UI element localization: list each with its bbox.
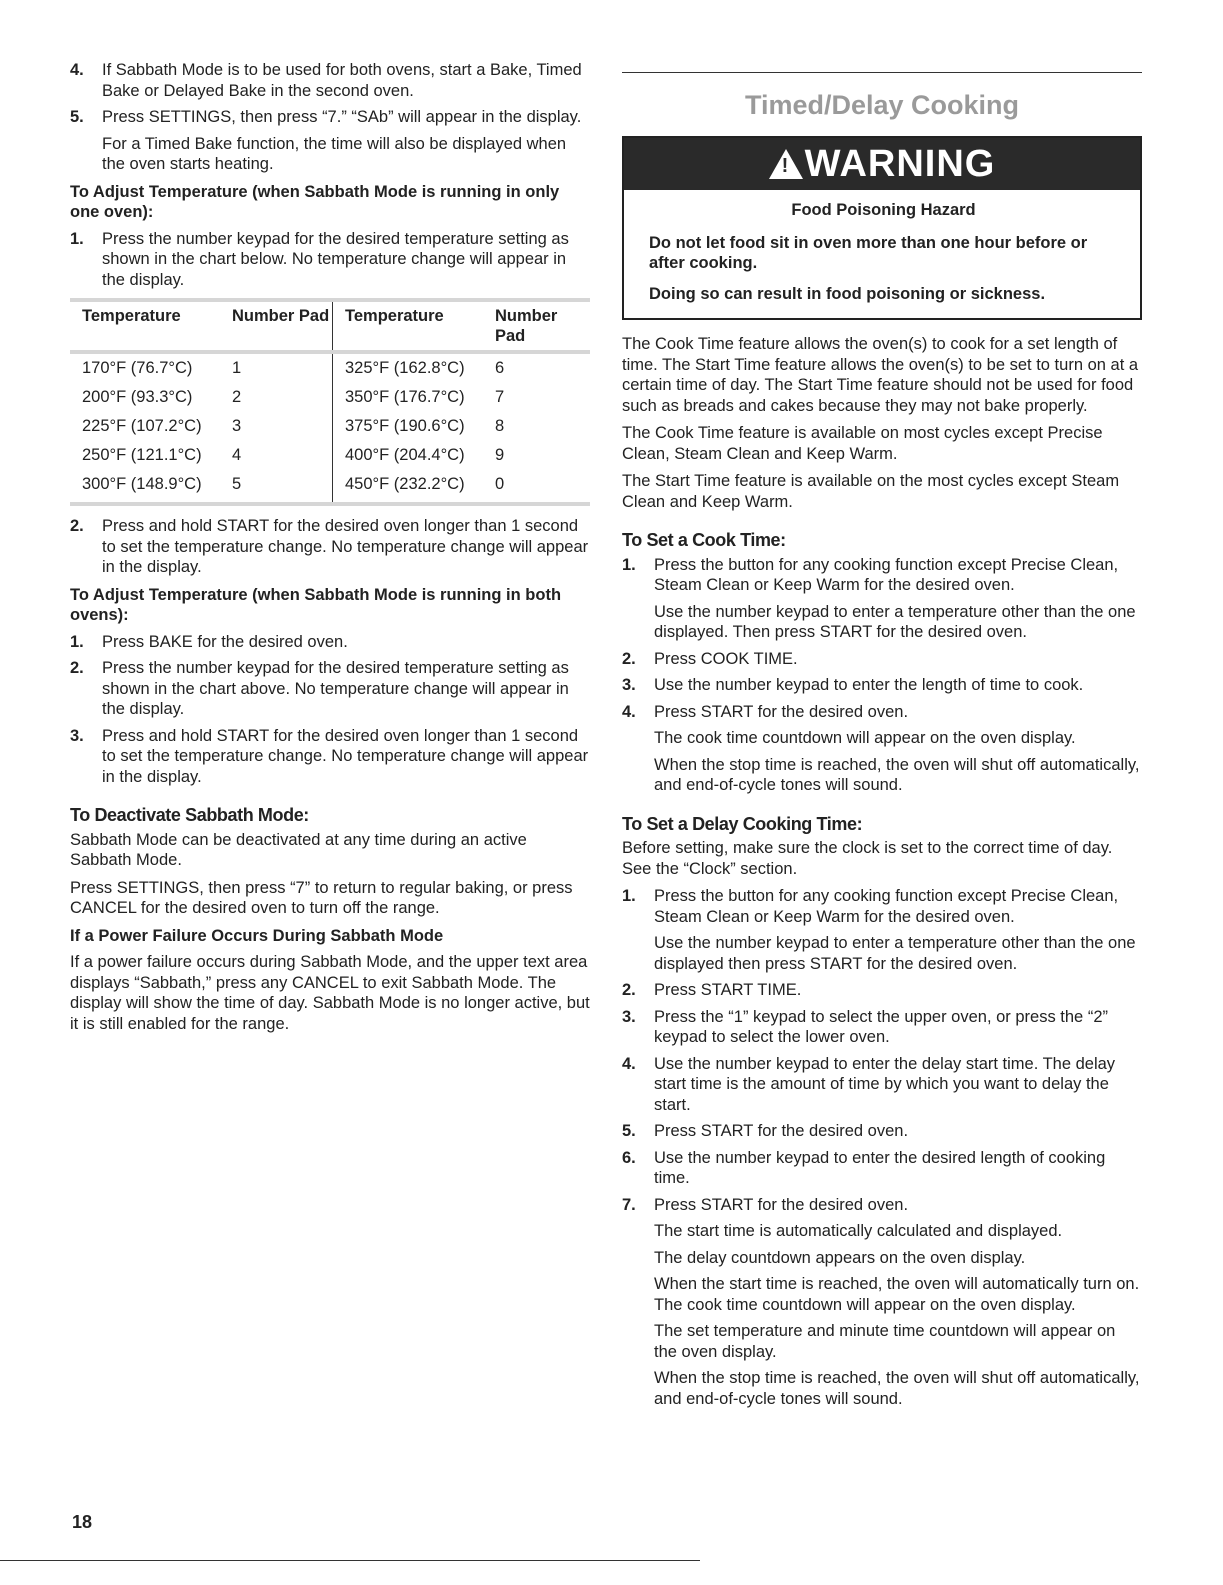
- step-number: 1.: [622, 887, 636, 905]
- step-number: 2.: [70, 517, 84, 535]
- warning-word: WARNING: [804, 142, 996, 185]
- power-failure-heading: If a Power Failure Occurs During Sabbath Mode: [70, 926, 444, 945]
- list-item: [622, 980, 1142, 1001]
- step-text: Press BAKE for the desired oven.: [102, 632, 348, 651]
- step-text: When the stop time is reached, the oven will shut off automatically, and end-of-cycle tones will sound.: [654, 755, 1140, 794]
- step-text: Use the number keypad to enter a temperature other than the one displayed then press START for the desired oven.: [654, 934, 1136, 973]
- step-number: 5.: [70, 108, 84, 126]
- step-number: 4.: [622, 702, 636, 721]
- step-text: Press and hold START for the desired oven longer than 1 second to set the temperature change. No temperature change will appear in the display.: [102, 726, 589, 786]
- step-number: 4.: [622, 1054, 636, 1073]
- section-divider: [622, 72, 1142, 73]
- section-title: Timed/Delay Cooking: [744, 90, 1020, 120]
- table-row: [70, 383, 590, 412]
- step-number: 1.: [70, 229, 84, 248]
- table-header-row: [70, 300, 590, 352]
- step-number: 2.: [622, 649, 636, 668]
- step-text: The set temperature and minute time countdown will appear on the oven display.: [654, 1322, 1116, 1361]
- hazard-title: Food Poisoning Hazard: [791, 201, 976, 219]
- table-row: [70, 470, 590, 504]
- list-item: [622, 675, 1142, 696]
- table-cell: 6: [495, 359, 505, 377]
- warning-box: [622, 136, 1142, 320]
- warning-banner: [624, 138, 1140, 190]
- step-text: Press the number keypad for the desired temperature setting as shown in the chart below. No temperature change will appear in the display.: [102, 229, 569, 289]
- deactivate-heading: To Deactivate Sabbath Mode:: [70, 805, 309, 825]
- table-row: [70, 441, 590, 470]
- step-text: Use the number keypad to enter the length of time to cook.: [654, 676, 1084, 694]
- step-text: If Sabbath Mode is to be used for both ovens, start a Bake, Timed Bake or Delayed Bake in the second oven.: [102, 61, 582, 100]
- cook-time-steps: [622, 555, 1142, 796]
- delay-cooking-heading: To Set a Delay Cooking Time:: [622, 813, 863, 834]
- list-item: [70, 60, 590, 101]
- step-number: 2.: [622, 981, 636, 999]
- table-cell: 4: [232, 446, 242, 464]
- power-failure-paragraph: If a power failure occurs during Sabbath Mode, and the upper text area displays “Sabbath,” press any CANCEL to exit Sabbath Mode. The display will show the time of day. Sabbath Mode is no longer active, but it is still enabled for the range.: [70, 953, 590, 1033]
- list-item: [70, 516, 590, 578]
- table-cell: 1: [232, 359, 242, 377]
- step-text: Press the button for any cooking function except Precise Clean, Steam Clean or Keep Warm for the desired oven.: [654, 887, 1119, 926]
- step-number: 1.: [622, 555, 636, 574]
- right-column: [622, 60, 1142, 1416]
- warning-body: [624, 190, 1140, 318]
- table-cell: 5: [232, 475, 242, 493]
- step-text: When the start time is reached, the oven will automatically turn on. The cook time countdown will appear on the oven display.: [654, 1275, 1140, 1314]
- table-cell: 0: [495, 475, 505, 493]
- column-header: Temperature: [333, 300, 496, 352]
- step-number: 6.: [622, 1148, 636, 1167]
- table-row: [70, 412, 590, 441]
- table-cell: 170°F (76.7°C): [82, 359, 193, 377]
- step-text: Press START for the desired oven.: [654, 702, 909, 721]
- list-item: [622, 555, 1142, 643]
- step-text: Press START for the desired oven.: [654, 1195, 909, 1214]
- deactivate-paragraph: Press SETTINGS, then press “7” to return to regular baking, or press CANCEL for the desired oven to turn off the range.: [70, 878, 573, 917]
- step-text: Press START for the desired oven.: [654, 1122, 909, 1140]
- list-item: [622, 886, 1142, 974]
- intro-paragraph: The Cook Time feature allows the oven(s) to cook for a set length of time. The Start Time feature allows the oven(s) to be set to turn on at a certain time of day. The Start Time feature should not be used for food such as breads and cakes because they may not bake properly.: [622, 335, 1139, 415]
- step-text: Press SETTINGS, then press “7.” “SAb” will appear in the display.: [102, 108, 582, 126]
- step-text: Use the number keypad to enter the desired length of cooking time.: [654, 1148, 1106, 1187]
- footer-rule: [0, 1560, 700, 1561]
- table-cell: 225°F (107.2°C): [82, 417, 202, 435]
- table-cell: 2: [232, 388, 242, 406]
- list-item: [70, 658, 590, 720]
- cook-time-heading: To Set a Cook Time:: [622, 530, 786, 550]
- table-cell: 350°F (176.7°C): [333, 383, 496, 412]
- list-item: [622, 1121, 1142, 1142]
- list-item: [70, 726, 590, 788]
- column-header: Number Pad: [495, 307, 558, 345]
- step-text: When the stop time is reached, the oven will shut off automatically, and end-of-cycle tones will sound.: [654, 1369, 1140, 1408]
- page-number: 18: [72, 1512, 93, 1532]
- temperature-table: [70, 298, 590, 506]
- step-number: 3.: [622, 676, 636, 694]
- list-item: [622, 649, 1142, 670]
- deactivate-paragraph: Sabbath Mode can be deactivated at any time during an active Sabbath Mode.: [70, 830, 527, 869]
- warning-text: Do not let food sit in oven more than one hour before or after cooking.: [649, 233, 1088, 272]
- adjust-one-oven-heading: To Adjust Temperature (when Sabbath Mode is running in only one oven):: [70, 182, 560, 221]
- step-number: 2.: [70, 659, 84, 677]
- step-text: Press COOK TIME.: [654, 649, 798, 668]
- step-number: 3.: [70, 726, 84, 745]
- delay-intro: Before setting, make sure the clock is set to the correct time of day. See the “Clock” section.: [622, 839, 1113, 878]
- table-cell: 325°F (162.8°C): [333, 352, 496, 383]
- adjust-one-steps: [70, 229, 590, 291]
- list-item: [70, 632, 590, 653]
- table-cell: 8: [495, 417, 505, 435]
- column-header: Temperature: [82, 307, 181, 325]
- step-text: Press the number keypad for the desired temperature setting as shown in the chart above. No temperature change will appear in the display.: [102, 659, 569, 718]
- step-text: Use the number keypad to enter the delay start time. The delay start time is the amount of time by which you want to delay the start.: [654, 1054, 1116, 1114]
- left-column: [70, 60, 590, 1041]
- step-number: 7.: [622, 1195, 636, 1214]
- adjust-one-steps-cont: [70, 516, 590, 578]
- step-text: The delay countdown appears on the oven display.: [654, 1248, 1026, 1267]
- step-text: The cook time countdown will appear on the oven display.: [654, 729, 1076, 747]
- table-cell: 300°F (148.9°C): [82, 475, 202, 493]
- step-number: 5.: [622, 1122, 636, 1140]
- column-header: Number Pad: [232, 307, 330, 325]
- step-text: Use the number keypad to enter a temperature other than the one displayed. Then press START for the desired oven.: [654, 602, 1136, 641]
- table-cell: 7: [495, 388, 505, 406]
- intro-paragraph: The Cook Time feature is available on most cycles except Precise Clean, Steam Clean and Keep Warm.: [622, 424, 1103, 463]
- list-item: [622, 1148, 1142, 1189]
- warning-text: Doing so can result in food poisoning or sickness.: [649, 284, 1046, 303]
- list-item: [622, 1007, 1142, 1048]
- list-item: [622, 1195, 1142, 1410]
- table-cell: 3: [232, 417, 242, 435]
- step-number: 1.: [70, 632, 84, 651]
- table-cell: 450°F (232.2°C): [333, 470, 496, 504]
- intro-paragraph: The Start Time feature is available on the most cycles except Steam Clean and Keep Warm.: [622, 472, 1120, 511]
- step-text: Press and hold START for the desired oven longer than 1 second to set the temperature change. No temperature change will appear in the display.: [102, 517, 589, 576]
- table-cell: 9: [495, 446, 505, 464]
- step-text: Press the “1” keypad to select the upper oven, or press the “2” keypad to select the lower oven.: [654, 1007, 1108, 1046]
- step-number: 3.: [622, 1007, 636, 1026]
- adjust-both-ovens-heading: To Adjust Temperature (when Sabbath Mode is running in both ovens):: [70, 585, 562, 624]
- intro-steps: [70, 60, 590, 175]
- step-text: Press START TIME.: [654, 981, 802, 999]
- delay-cooking-steps: [622, 886, 1142, 1409]
- list-item: [70, 229, 590, 291]
- step-number: 4.: [70, 61, 84, 79]
- step-text: Press the button for any cooking function except Precise Clean, Steam Clean or Keep Warm for the desired oven.: [654, 555, 1119, 594]
- table-cell: 400°F (204.4°C): [333, 441, 496, 470]
- list-item: [70, 107, 590, 175]
- adjust-both-steps: [70, 632, 590, 788]
- warning-triangle-icon: !: [769, 149, 803, 179]
- step-text: The start time is automatically calculated and displayed.: [654, 1222, 1063, 1240]
- table-cell: 375°F (190.6°C): [333, 412, 496, 441]
- step-text: For a Timed Bake function, the time will also be displayed when the oven starts heating.: [102, 134, 567, 173]
- table-cell: 250°F (121.1°C): [82, 446, 202, 464]
- table-row: [70, 352, 590, 383]
- list-item: [622, 702, 1142, 796]
- table-cell: 200°F (93.3°C): [82, 388, 193, 406]
- list-item: [622, 1054, 1142, 1116]
